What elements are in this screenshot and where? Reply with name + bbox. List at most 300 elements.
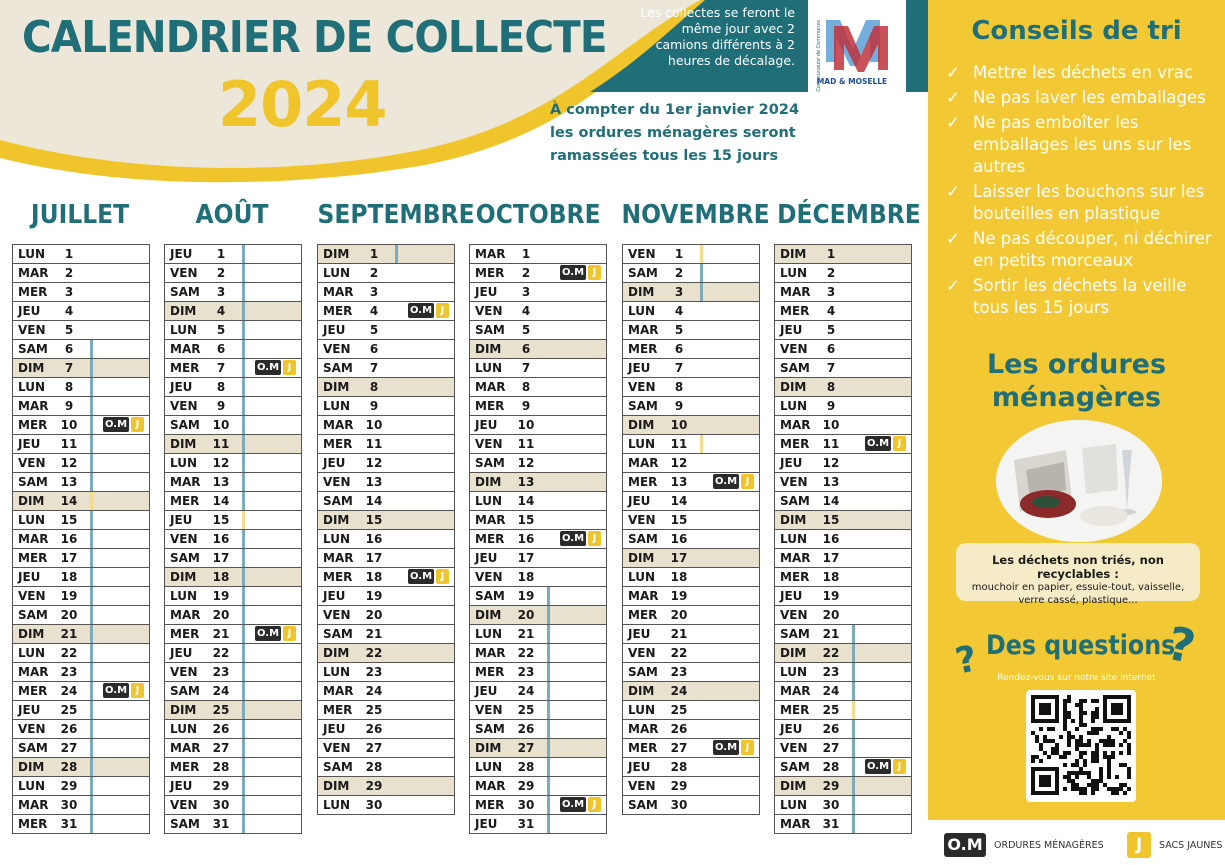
- day-number: 7: [369, 361, 379, 375]
- day-name: VEN: [18, 722, 46, 736]
- day-number: 2: [216, 266, 226, 280]
- legend-om-badge: O.M: [944, 833, 986, 857]
- day-number: 9: [216, 399, 226, 413]
- question-mark-icon: ?: [1162, 615, 1201, 675]
- day-row: [165, 625, 301, 644]
- j-badge: J: [588, 531, 601, 546]
- day-row: [13, 283, 149, 302]
- week-separator: [90, 359, 93, 377]
- day-row: [775, 340, 911, 359]
- day-number: 17: [822, 551, 840, 565]
- day-row: [470, 511, 606, 530]
- day-name: VEN: [170, 266, 198, 280]
- day-row: [318, 511, 454, 530]
- day-row: [470, 815, 606, 834]
- week-separator: [90, 625, 93, 643]
- day-number: 17: [517, 551, 535, 565]
- day-number: 24: [60, 684, 78, 698]
- tip-item: ✓ Laisser les bouchons sur les bouteilles en plastique: [946, 182, 1205, 223]
- day-number: 19: [517, 589, 535, 603]
- day-name: MER: [18, 684, 48, 698]
- day-row: [775, 283, 911, 302]
- info-text: À compter du 1er janvier 2024 les ordures ménagères seront ramassées tous les 15 jours: [550, 102, 800, 164]
- day-name: MER: [323, 304, 353, 318]
- day-number: 20: [60, 608, 78, 622]
- day-number: 12: [212, 456, 230, 470]
- day-name: SAM: [475, 456, 505, 470]
- day-name: MER: [323, 437, 353, 451]
- week-separator: [90, 378, 93, 396]
- day-name: SAM: [170, 285, 200, 299]
- day-name: MER: [780, 304, 810, 318]
- day-row: [470, 682, 606, 701]
- day-name: MAR: [323, 418, 354, 432]
- day-row: [13, 492, 149, 511]
- collection-badges: [255, 360, 296, 375]
- day-row: [318, 302, 454, 321]
- week-separator: [242, 283, 245, 301]
- day-name: MAR: [475, 779, 506, 793]
- day-name: VEN: [780, 608, 808, 622]
- week-separator: [700, 245, 703, 263]
- day-number: 10: [822, 418, 840, 432]
- day-name: MER: [18, 817, 48, 831]
- day-row: [470, 796, 606, 815]
- week-separator: [90, 340, 93, 358]
- day-name: MER: [780, 703, 810, 717]
- day-name: DIM: [323, 779, 350, 793]
- day-number: 10: [670, 418, 688, 432]
- day-number: 4: [674, 304, 684, 318]
- day-name: VEN: [18, 323, 46, 337]
- day-number: 21: [517, 627, 535, 641]
- day-row: [13, 454, 149, 473]
- week-separator: [90, 606, 93, 624]
- check-icon: ✓: [946, 182, 960, 201]
- week-separator: [242, 264, 245, 282]
- day-number: 19: [212, 589, 230, 603]
- day-name: VEN: [323, 608, 351, 622]
- om-badge: O.M: [562, 267, 585, 278]
- day-name: LUN: [323, 399, 351, 413]
- day-name: MAR: [18, 665, 49, 679]
- day-name: MAR: [170, 475, 201, 489]
- day-name: VEN: [323, 475, 351, 489]
- day-row: [775, 321, 911, 340]
- week-separator: [242, 435, 245, 453]
- day-row: [470, 397, 606, 416]
- day-row: [13, 720, 149, 739]
- day-row: [318, 416, 454, 435]
- day-row: [165, 435, 301, 454]
- day-name: JEU: [475, 418, 498, 432]
- day-number: 30: [365, 798, 383, 812]
- day-row: [13, 587, 149, 606]
- calendar-title: CALENDRIER DE COLLECTE: [22, 12, 607, 63]
- day-row: [13, 511, 149, 530]
- day-row: [623, 568, 759, 587]
- day-number: 22: [365, 646, 383, 660]
- om-badge: O.M: [715, 742, 738, 753]
- week-separator: [700, 283, 703, 301]
- day-name: SAM: [780, 760, 810, 774]
- day-name: DIM: [780, 247, 807, 261]
- day-name: VEN: [628, 779, 656, 793]
- om-badge: O.M: [715, 476, 738, 487]
- day-number: 15: [822, 513, 840, 527]
- day-number: 6: [521, 342, 531, 356]
- day-number: 20: [212, 608, 230, 622]
- week-separator: [242, 777, 245, 795]
- day-number: 8: [826, 380, 836, 394]
- day-number: 8: [521, 380, 531, 394]
- day-row: [775, 720, 911, 739]
- day-row: [775, 587, 911, 606]
- day-row: [165, 264, 301, 283]
- day-name: DIM: [18, 494, 45, 508]
- day-row: [165, 340, 301, 359]
- day-number: 11: [60, 437, 78, 451]
- week-separator: [547, 739, 550, 757]
- day-number: 5: [64, 323, 74, 337]
- day-name: LUN: [628, 437, 656, 451]
- week-separator: [852, 625, 855, 643]
- day-name: VEN: [170, 532, 198, 546]
- waste-photo: [996, 420, 1162, 542]
- month-title-decembre: DÉCEMBRE: [777, 200, 921, 230]
- day-name: LUN: [628, 703, 656, 717]
- day-number: 27: [517, 741, 535, 755]
- day-row: [470, 625, 606, 644]
- day-number: 8: [369, 380, 379, 394]
- day-name: JEU: [170, 380, 193, 394]
- day-number: 19: [60, 589, 78, 603]
- day-row: [318, 473, 454, 492]
- day-number: 26: [365, 722, 383, 736]
- day-row: [623, 606, 759, 625]
- day-number: 19: [822, 589, 840, 603]
- day-row: [623, 625, 759, 644]
- day-number: 23: [60, 665, 78, 679]
- day-number: 1: [64, 247, 74, 261]
- day-number: 14: [822, 494, 840, 508]
- day-number: 13: [212, 475, 230, 489]
- day-name: VEN: [170, 798, 198, 812]
- day-number: 27: [212, 741, 230, 755]
- day-number: 2: [369, 266, 379, 280]
- day-row: [318, 245, 454, 264]
- day-number: 30: [212, 798, 230, 812]
- day-name: DIM: [170, 304, 197, 318]
- day-number: 26: [60, 722, 78, 736]
- day-number: 27: [822, 741, 840, 755]
- day-name: DIM: [780, 779, 807, 793]
- week-separator: [90, 682, 93, 700]
- day-number: 17: [365, 551, 383, 565]
- day-row: [623, 473, 759, 492]
- day-number: 2: [826, 266, 836, 280]
- day-row: [623, 777, 759, 796]
- day-number: 28: [365, 760, 383, 774]
- day-number: 15: [365, 513, 383, 527]
- day-name: JEU: [628, 627, 651, 641]
- week-separator: [547, 758, 550, 776]
- day-row: [318, 492, 454, 511]
- week-separator: [547, 644, 550, 662]
- om-badge: O.M: [410, 305, 433, 316]
- day-name: LUN: [780, 399, 808, 413]
- day-row: [623, 796, 759, 815]
- month-title-octobre: OCTOBRE: [475, 200, 601, 230]
- day-row: [13, 264, 149, 283]
- day-row: [775, 264, 911, 283]
- day-row: [165, 777, 301, 796]
- day-number: 22: [517, 646, 535, 660]
- day-name: LUN: [780, 665, 808, 679]
- day-number: 30: [822, 798, 840, 812]
- day-name: MER: [170, 494, 200, 508]
- day-name: JEU: [628, 760, 651, 774]
- day-number: 5: [521, 323, 531, 337]
- day-name: MER: [780, 437, 810, 451]
- day-row: [775, 682, 911, 701]
- day-row: [623, 340, 759, 359]
- day-number: 18: [517, 570, 535, 584]
- day-name: JEU: [170, 646, 193, 660]
- week-separator: [242, 644, 245, 662]
- week-separator: [242, 739, 245, 757]
- day-row: [775, 568, 911, 587]
- day-name: MER: [780, 570, 810, 584]
- day-row: [470, 701, 606, 720]
- day-number: 22: [60, 646, 78, 660]
- day-name: MER: [628, 741, 658, 755]
- day-name: MAR: [475, 247, 506, 261]
- day-row: [470, 587, 606, 606]
- day-row: [165, 283, 301, 302]
- week-separator: [547, 796, 550, 814]
- day-name: DIM: [323, 646, 350, 660]
- day-number: 9: [674, 399, 684, 413]
- day-name: JEU: [170, 247, 193, 261]
- day-name: DIM: [18, 627, 45, 641]
- day-row: [775, 777, 911, 796]
- week-separator: [242, 796, 245, 814]
- day-number: 23: [517, 665, 535, 679]
- day-name: MER: [475, 532, 505, 546]
- day-name: VEN: [475, 570, 503, 584]
- day-number: 23: [365, 665, 383, 679]
- week-separator: [700, 435, 703, 453]
- day-row: [470, 739, 606, 758]
- day-row: [13, 644, 149, 663]
- month-title-juillet: JUILLET: [30, 200, 130, 230]
- waste-desc: mouchoir en papier, essuie-tout, vaisselle, verre cassé, plastique...: [971, 582, 1185, 606]
- day-name: SAM: [18, 741, 48, 755]
- week-separator: [852, 644, 855, 662]
- day-number: 4: [826, 304, 836, 318]
- day-name: DIM: [475, 608, 502, 622]
- tips-title: Conseils de tri: [971, 16, 1182, 46]
- day-name: DIM: [475, 342, 502, 356]
- week-separator: [700, 264, 703, 282]
- day-row: [623, 359, 759, 378]
- day-row: [13, 302, 149, 321]
- day-row: [623, 530, 759, 549]
- day-number: 22: [670, 646, 688, 660]
- day-row: [165, 511, 301, 530]
- day-number: 1: [674, 247, 684, 261]
- j-badge: J: [741, 474, 754, 489]
- day-number: 19: [670, 589, 688, 603]
- day-row: [13, 739, 149, 758]
- tips-list: [946, 62, 1218, 322]
- week-separator: [242, 416, 245, 434]
- day-number: 11: [212, 437, 230, 451]
- day-number: 6: [369, 342, 379, 356]
- day-number: 13: [517, 475, 535, 489]
- day-number: 18: [212, 570, 230, 584]
- day-number: 4: [369, 304, 379, 318]
- day-row: [13, 701, 149, 720]
- day-row: [13, 473, 149, 492]
- week-separator: [90, 568, 93, 586]
- day-number: 10: [60, 418, 78, 432]
- day-row: [165, 644, 301, 663]
- website-note: Rendez-vous sur notre site internet: [997, 673, 1156, 683]
- day-row: [13, 777, 149, 796]
- day-number: 31: [822, 817, 840, 831]
- day-number: 23: [670, 665, 688, 679]
- collection-badges: [560, 797, 601, 812]
- j-badge: J: [131, 417, 144, 432]
- day-name: MAR: [18, 266, 49, 280]
- day-number: 7: [674, 361, 684, 375]
- day-number: 16: [212, 532, 230, 546]
- day-number: 28: [517, 760, 535, 774]
- day-row: [775, 416, 911, 435]
- day-row: [470, 492, 606, 511]
- day-name: DIM: [628, 551, 655, 565]
- day-row: [318, 758, 454, 777]
- day-name: JEU: [323, 456, 346, 470]
- day-row: [165, 454, 301, 473]
- day-row: [13, 397, 149, 416]
- day-name: LUN: [323, 665, 351, 679]
- day-number: 20: [517, 608, 535, 622]
- day-number: 21: [212, 627, 230, 641]
- day-name: MER: [170, 627, 200, 641]
- day-name: JEU: [170, 513, 193, 527]
- legend-j-badge: J: [1127, 832, 1151, 858]
- day-number: 27: [60, 741, 78, 755]
- day-row: [318, 720, 454, 739]
- day-row: [165, 663, 301, 682]
- day-number: 20: [670, 608, 688, 622]
- om-badge: O.M: [105, 685, 128, 696]
- day-row: [165, 606, 301, 625]
- day-name: JEU: [323, 323, 346, 337]
- day-name: DIM: [475, 475, 502, 489]
- week-separator: [90, 777, 93, 795]
- day-row: [623, 454, 759, 473]
- day-number: 5: [216, 323, 226, 337]
- collection-badges: [103, 683, 144, 698]
- day-number: 23: [822, 665, 840, 679]
- day-row: [165, 397, 301, 416]
- day-row: [165, 796, 301, 815]
- week-separator: [242, 815, 245, 833]
- week-separator: [242, 701, 245, 719]
- day-row: [470, 606, 606, 625]
- day-name: MAR: [170, 342, 201, 356]
- j-badge: J: [436, 303, 449, 318]
- day-number: 17: [212, 551, 230, 565]
- day-name: SAM: [628, 266, 658, 280]
- week-separator: [90, 435, 93, 453]
- day-row: [623, 283, 759, 302]
- day-number: 6: [826, 342, 836, 356]
- day-row: [13, 416, 149, 435]
- day-name: VEN: [628, 646, 656, 660]
- om-badge: O.M: [257, 362, 280, 373]
- day-name: DIM: [780, 646, 807, 660]
- day-row: [13, 378, 149, 397]
- day-name: MER: [475, 665, 505, 679]
- collection-badges: [865, 436, 906, 451]
- day-row: [470, 321, 606, 340]
- om-badge: O.M: [105, 419, 128, 430]
- day-number: 3: [216, 285, 226, 299]
- week-separator: [242, 758, 245, 776]
- day-name: LUN: [18, 247, 46, 261]
- day-name: VEN: [475, 703, 503, 717]
- day-row: [165, 321, 301, 340]
- qr-code[interactable]: [1026, 690, 1136, 802]
- day-row: [165, 739, 301, 758]
- check-icon: ✓: [946, 63, 960, 82]
- day-name: VEN: [628, 247, 656, 261]
- day-row: [165, 758, 301, 777]
- waste-title: Les déchets non triés, non recyclables :: [992, 553, 1164, 581]
- day-name: SAM: [780, 627, 810, 641]
- day-number: 26: [517, 722, 535, 736]
- day-number: 13: [822, 475, 840, 489]
- day-number: 29: [670, 779, 688, 793]
- day-number: 5: [369, 323, 379, 337]
- day-row: [470, 283, 606, 302]
- day-row: [623, 549, 759, 568]
- day-number: 7: [216, 361, 226, 375]
- day-name: SAM: [628, 399, 658, 413]
- week-separator: [852, 701, 855, 719]
- collection-badges: [560, 265, 601, 280]
- day-number: 8: [674, 380, 684, 394]
- day-row: [318, 530, 454, 549]
- week-separator: [90, 454, 93, 472]
- day-name: LUN: [475, 627, 503, 641]
- day-name: VEN: [475, 437, 503, 451]
- j-badge: J: [131, 683, 144, 698]
- day-name: SAM: [323, 627, 353, 641]
- day-name: VEN: [628, 513, 656, 527]
- day-name: MAR: [628, 456, 659, 470]
- week-separator: [242, 511, 245, 529]
- day-name: VEN: [628, 380, 656, 394]
- day-number: 6: [216, 342, 226, 356]
- day-row: [13, 245, 149, 264]
- day-row: [623, 758, 759, 777]
